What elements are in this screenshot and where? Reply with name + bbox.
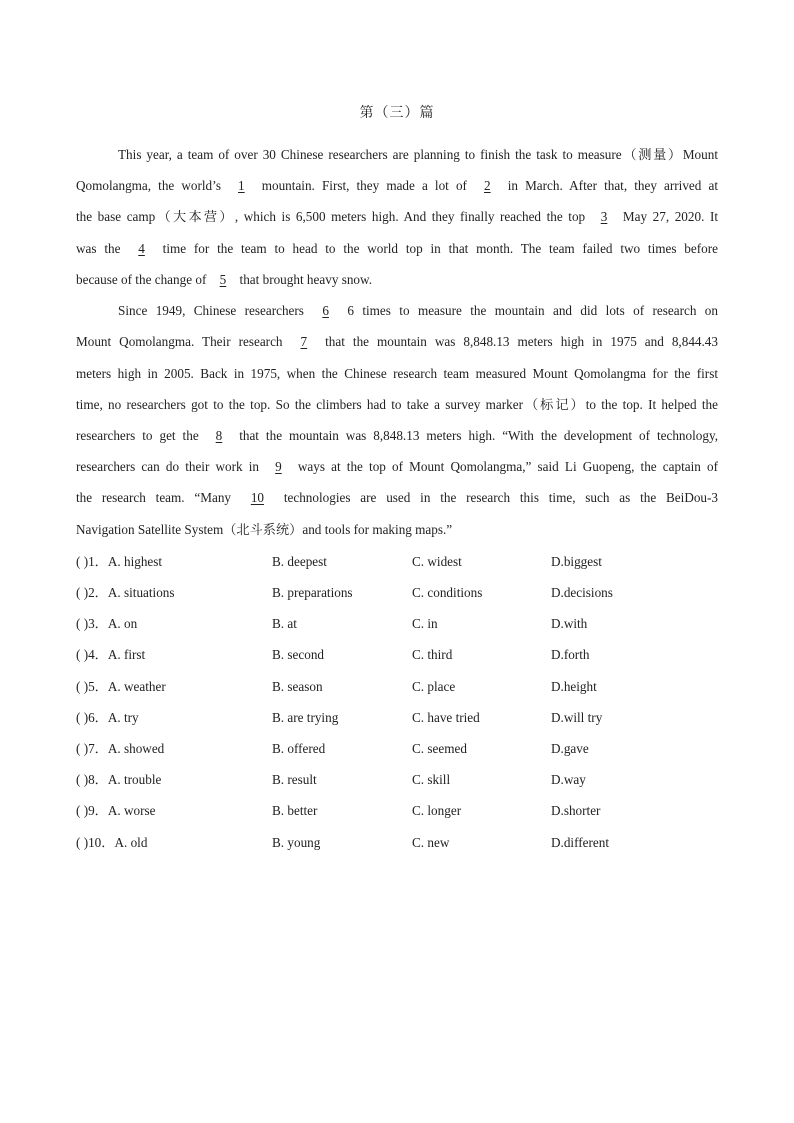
passage-text: This year, a team of over 30 Chinese researchers are planning to finish the task to measure（测量）Mount: [118, 147, 718, 162]
passage-text: 6 times to measure the mountain and did lots of research on: [338, 303, 718, 318]
question-option-c[interactable]: C. longer: [412, 803, 462, 818]
question-row: [76, 833, 718, 853]
question-option-b[interactable]: B. young: [272, 835, 321, 850]
question-row: [76, 677, 718, 697]
page-title: 第（三）篇: [359, 105, 435, 121]
passage-text: ways at the top of Mount Qomolangma,” said Li Guopeng, the captain of: [291, 459, 718, 474]
question-option-a[interactable]: ( )1．A. highest: [76, 554, 163, 569]
passage-line: [76, 207, 718, 227]
question-row: [76, 614, 718, 634]
passage-text: time, no researchers got to the top. So the climbers had to take a survey marker（标记）to the top. It helped the: [76, 397, 718, 412]
blank-6[interactable]: 6: [322, 303, 329, 318]
question-row: [76, 739, 718, 759]
question-option-c[interactable]: C. in: [412, 616, 438, 631]
question-option-a[interactable]: ( )4．A. first: [76, 647, 146, 662]
question-option-b[interactable]: B. deepest: [272, 554, 327, 569]
question-row: [76, 583, 718, 603]
question-option-d[interactable]: D.shorter: [551, 803, 601, 818]
question-option-b[interactable]: B. are trying: [272, 710, 339, 725]
question-option-c[interactable]: C. new: [412, 835, 450, 850]
passage-text: that the mountain was 8,848.13 meters high in 1975 and 8,844.43: [317, 334, 718, 349]
blank-8[interactable]: 8: [215, 428, 223, 443]
passage-line: [76, 301, 718, 321]
question-option-a[interactable]: ( )7．A. showed: [76, 741, 165, 756]
passage-line: [76, 426, 718, 446]
question-option-c[interactable]: C. seemed: [412, 741, 467, 756]
question-option-d[interactable]: D.forth: [551, 647, 590, 662]
passage-text: technologies are used in the research this time, such as the BeiDou-3: [274, 490, 719, 505]
passage-line: [76, 332, 718, 352]
blank-3[interactable]: 3: [600, 209, 608, 224]
question-option-c[interactable]: C. skill: [412, 772, 451, 787]
question-option-d[interactable]: D.biggest: [551, 554, 602, 569]
passage-line: [76, 520, 718, 540]
passage-text: was the: [76, 241, 129, 256]
passage-line: [76, 457, 718, 477]
question-option-a[interactable]: ( )8．A. trouble: [76, 772, 162, 787]
question-row: [76, 552, 718, 572]
passage-line: [76, 145, 718, 165]
question-row: [76, 801, 718, 821]
passage-text: May 27, 2020. It: [617, 209, 718, 224]
passage-text: Qomolangma, the world’s: [76, 178, 229, 193]
blank-5[interactable]: 5: [219, 272, 227, 287]
passage-text: mountain. First, they made a lot of: [254, 178, 475, 193]
passage-text: that the mountain was 8,848.13 meters high. “With the development of technology,: [232, 428, 718, 443]
passage-text: Navigation Satellite System（北斗系统）and tools for making maps.”: [76, 522, 453, 537]
question-option-d[interactable]: D.with: [551, 616, 588, 631]
passage-line: [76, 488, 718, 508]
passage-line: [76, 270, 718, 290]
question-option-d[interactable]: D.gave: [551, 741, 589, 756]
blank-1[interactable]: 1: [238, 178, 245, 193]
question-option-b[interactable]: B. preparations: [272, 585, 353, 600]
passage-text: that brought heavy snow.: [236, 272, 372, 287]
question-option-a[interactable]: ( )3．A. on: [76, 616, 138, 631]
question-option-d[interactable]: D.height: [551, 679, 597, 694]
passage-line: [76, 176, 718, 196]
passage-text: Mount Qomolangma. Their research: [76, 334, 291, 349]
passage-text: Since 1949, Chinese researchers: [118, 303, 313, 318]
question-option-a[interactable]: ( )6．A. try: [76, 710, 139, 725]
question-option-d[interactable]: D.different: [551, 835, 609, 850]
question-option-a[interactable]: ( )2．A. situations: [76, 585, 175, 600]
passage-line: [76, 395, 718, 415]
passage-text: meters high in 2005. Back in 1975, when the Chinese research team measured Mount Qomolangma for the first: [76, 366, 718, 381]
question-option-a[interactable]: ( )5．A. weather: [76, 679, 166, 694]
blank-9[interactable]: 9: [275, 459, 282, 474]
passage-text: the research team. “Many: [76, 490, 241, 505]
question-option-d[interactable]: D.decisions: [551, 585, 613, 600]
question-option-d[interactable]: D.will try: [551, 710, 603, 725]
question-option-c[interactable]: C. have tried: [412, 710, 480, 725]
passage-line: [76, 364, 718, 384]
question-option-b[interactable]: B. result: [272, 772, 317, 787]
question-option-b[interactable]: B. season: [272, 679, 323, 694]
question-option-c[interactable]: C. third: [412, 647, 453, 662]
question-row: [76, 770, 718, 790]
question-row: [76, 708, 718, 728]
passage-text: researchers can do their work in: [76, 459, 266, 474]
question-option-d[interactable]: D.way: [551, 772, 586, 787]
blank-7[interactable]: 7: [300, 334, 308, 349]
question-option-b[interactable]: B. at: [272, 616, 297, 631]
passage-text: time for the team to head to the world top in that month. The team failed two times before: [154, 241, 718, 256]
question-option-b[interactable]: B. second: [272, 647, 325, 662]
question-option-c[interactable]: C. widest: [412, 554, 462, 569]
question-option-b[interactable]: B. offered: [272, 741, 326, 756]
passage-text: the base camp（大本营）, which is 6,500 meters high. And they finally reached the top: [76, 209, 591, 224]
question-option-b[interactable]: B. better: [272, 803, 318, 818]
blank-2[interactable]: 2: [484, 178, 491, 193]
passage-line: [76, 239, 718, 259]
blank-4[interactable]: 4: [138, 241, 145, 256]
blank-10[interactable]: 10: [250, 490, 265, 505]
question-option-c[interactable]: C. place: [412, 679, 456, 694]
passage-text: researchers to get the: [76, 428, 206, 443]
question-option-c[interactable]: C. conditions: [412, 585, 483, 600]
passage-text: because of the change of: [76, 272, 210, 287]
question-row: [76, 645, 718, 665]
question-option-a[interactable]: ( )9．A. worse: [76, 803, 156, 818]
question-option-a[interactable]: ( )10．A. old: [76, 835, 148, 850]
passage-text: in March. After that, they arrived at: [500, 178, 718, 193]
